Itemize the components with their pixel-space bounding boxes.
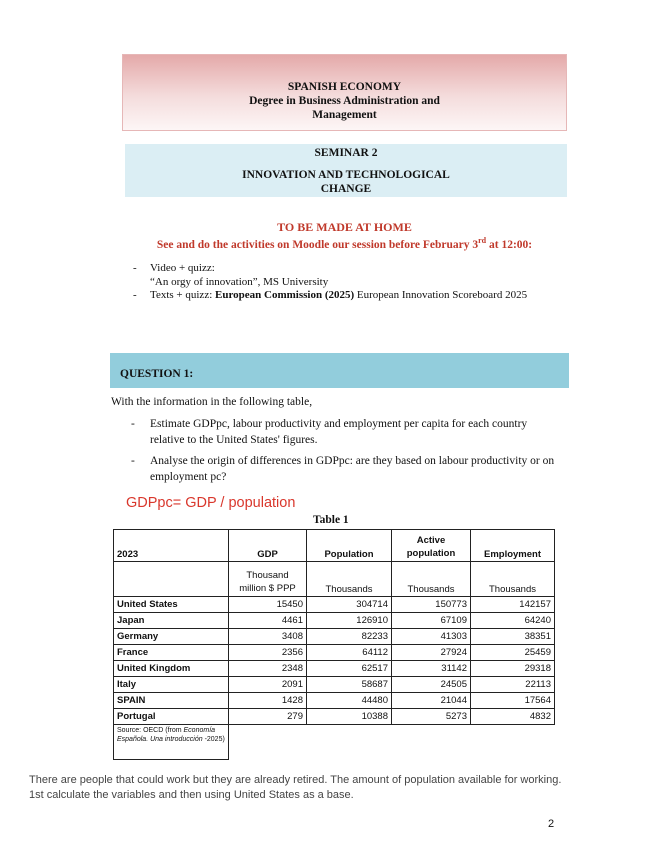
source-suffix: -2025) bbox=[202, 736, 225, 743]
gdp-unit-line1: Thousand bbox=[246, 570, 289, 581]
instruction-text: See and do the activities on Moodle our session before February 3 bbox=[156, 238, 479, 251]
employment-cell: 64240 bbox=[471, 613, 555, 629]
question-tasks bbox=[131, 416, 563, 490]
country-cell: Japan bbox=[114, 613, 229, 629]
table-header-row bbox=[114, 530, 555, 562]
active-header-line2: population bbox=[406, 548, 456, 559]
active-cell: 5273 bbox=[392, 709, 471, 725]
note-line2: 1st calculate the variables and then using United States as a base. bbox=[29, 789, 354, 801]
population-cell: 62517 bbox=[307, 661, 392, 677]
seminar-topic bbox=[125, 169, 567, 196]
active-cell: 21044 bbox=[392, 693, 471, 709]
question-heading-bar bbox=[110, 353, 569, 388]
country-cell: United Kingdom bbox=[114, 661, 229, 677]
list-dash: - bbox=[133, 262, 137, 274]
table-units-row bbox=[114, 562, 555, 597]
employment-cell: 25459 bbox=[471, 645, 555, 661]
country-cell: France bbox=[114, 645, 229, 661]
employment-cell: 29318 bbox=[471, 661, 555, 677]
active-cell: 67109 bbox=[392, 613, 471, 629]
gdp-cell: 2091 bbox=[229, 677, 307, 693]
task-item bbox=[131, 416, 563, 448]
seminar-number: SEMINAR 2 bbox=[314, 147, 378, 159]
note-line1: There are people that could work but they are already retired. The amount of population available for working. bbox=[29, 774, 562, 786]
country-cell: Germany bbox=[114, 629, 229, 645]
seminar-box bbox=[125, 144, 567, 197]
country-cell: Italy bbox=[114, 677, 229, 693]
activity-detail: “An orgy of innovation”, MS University bbox=[150, 275, 329, 288]
seminar-topic-line2: CHANGE bbox=[320, 182, 372, 195]
active-cell: 31142 bbox=[392, 661, 471, 677]
activity-suffix: European Innovation Scoreboard 2025 bbox=[354, 289, 528, 301]
population-header: Population bbox=[307, 530, 392, 562]
activity-item bbox=[133, 262, 533, 289]
source-prefix: Source: OECD (from bbox=[117, 727, 184, 734]
instruction-sup: rd bbox=[478, 236, 487, 245]
table-row bbox=[114, 693, 555, 709]
employment-cell: 22113 bbox=[471, 677, 555, 693]
active-cell: 24505 bbox=[392, 677, 471, 693]
active-cell: 150773 bbox=[392, 597, 471, 613]
units-empty-cell bbox=[114, 562, 229, 597]
task-item bbox=[131, 453, 563, 485]
gdp-cell: 4461 bbox=[229, 613, 307, 629]
question-heading: QUESTION 1: bbox=[120, 368, 194, 380]
activity-prefix: Texts + quizz: bbox=[150, 289, 216, 301]
gdp-cell: 279 bbox=[229, 709, 307, 725]
table-row bbox=[114, 709, 555, 725]
gdp-cell: 3408 bbox=[229, 629, 307, 645]
gdppc-formula: GDPpc= GDP / population bbox=[126, 495, 296, 511]
population-unit: Thousands bbox=[307, 562, 392, 597]
table-row bbox=[114, 677, 555, 693]
list-dash: - bbox=[133, 289, 137, 301]
gdp-cell: 2348 bbox=[229, 661, 307, 677]
question-intro: With the information in the following table, bbox=[111, 396, 313, 408]
degree-line-2: Management bbox=[312, 109, 377, 121]
homework-title: TO BE MADE AT HOME bbox=[277, 220, 412, 234]
population-cell: 58687 bbox=[307, 677, 392, 693]
year-header: 2023 bbox=[114, 530, 229, 562]
population-cell: 10388 bbox=[307, 709, 392, 725]
employment-unit: Thousands bbox=[471, 562, 555, 597]
country-cell: Portugal bbox=[114, 709, 229, 725]
population-cell: 126910 bbox=[307, 613, 392, 629]
seminar-topic-line1: INNOVATION AND TECHNOLOGICAL bbox=[242, 169, 450, 181]
task-text: Estimate GDPpc, labour productivity and employment per capita for each country relative to the United States' figures. bbox=[150, 418, 528, 446]
gdp-cell: 2356 bbox=[229, 645, 307, 661]
gdp-cell: 15450 bbox=[229, 597, 307, 613]
active-unit: Thousands bbox=[392, 562, 471, 597]
country-cell: United States bbox=[114, 597, 229, 613]
active-population-header bbox=[392, 530, 471, 562]
table-row bbox=[114, 629, 555, 645]
source-row bbox=[114, 725, 555, 760]
page-number: 2 bbox=[548, 818, 555, 830]
employment-cell: 17564 bbox=[471, 693, 555, 709]
source-book-title: Economía Española. Una introducción bbox=[117, 727, 216, 743]
employment-header: Employment bbox=[471, 530, 555, 562]
source-row-empty bbox=[229, 725, 555, 760]
activities-list bbox=[133, 262, 533, 303]
course-title-box bbox=[122, 54, 567, 131]
task-text: Analyse the origin of differences in GDPpc: are they based on labour productivity or on employment pc? bbox=[150, 455, 555, 483]
activity-item bbox=[133, 289, 533, 303]
population-cell: 44480 bbox=[307, 693, 392, 709]
instruction-time: at 12:00: bbox=[486, 238, 533, 251]
activity-source: European Commission (2025) bbox=[215, 289, 355, 301]
country-cell: SPAIN bbox=[114, 693, 229, 709]
homework-instruction bbox=[122, 236, 567, 251]
activity-label: Video + quizz: bbox=[150, 262, 215, 274]
table-row bbox=[114, 645, 555, 661]
gdp-unit-line2: million $ PPP bbox=[239, 583, 296, 594]
notes bbox=[29, 773, 561, 803]
employment-cell: 38351 bbox=[471, 629, 555, 645]
table-source bbox=[114, 725, 229, 760]
table-row bbox=[114, 661, 555, 677]
gdp-unit bbox=[229, 562, 307, 597]
list-dash: - bbox=[131, 418, 135, 430]
gdp-header: GDP bbox=[229, 530, 307, 562]
degree-line: Degree in Business Administration and bbox=[249, 95, 440, 107]
active-cell: 27924 bbox=[392, 645, 471, 661]
course-title: SPANISH ECONOMY bbox=[287, 81, 402, 93]
economic-data-table bbox=[113, 529, 555, 760]
table-caption: Table 1 bbox=[313, 514, 349, 526]
population-cell: 304714 bbox=[307, 597, 392, 613]
population-cell: 82233 bbox=[307, 629, 392, 645]
table-row bbox=[114, 613, 555, 629]
population-cell: 64112 bbox=[307, 645, 392, 661]
table-row bbox=[114, 597, 555, 613]
active-cell: 41303 bbox=[392, 629, 471, 645]
gdp-cell: 1428 bbox=[229, 693, 307, 709]
active-header-line1: Active bbox=[416, 535, 446, 546]
employment-cell: 142157 bbox=[471, 597, 555, 613]
employment-cell: 4832 bbox=[471, 709, 555, 725]
list-dash: - bbox=[131, 455, 135, 467]
